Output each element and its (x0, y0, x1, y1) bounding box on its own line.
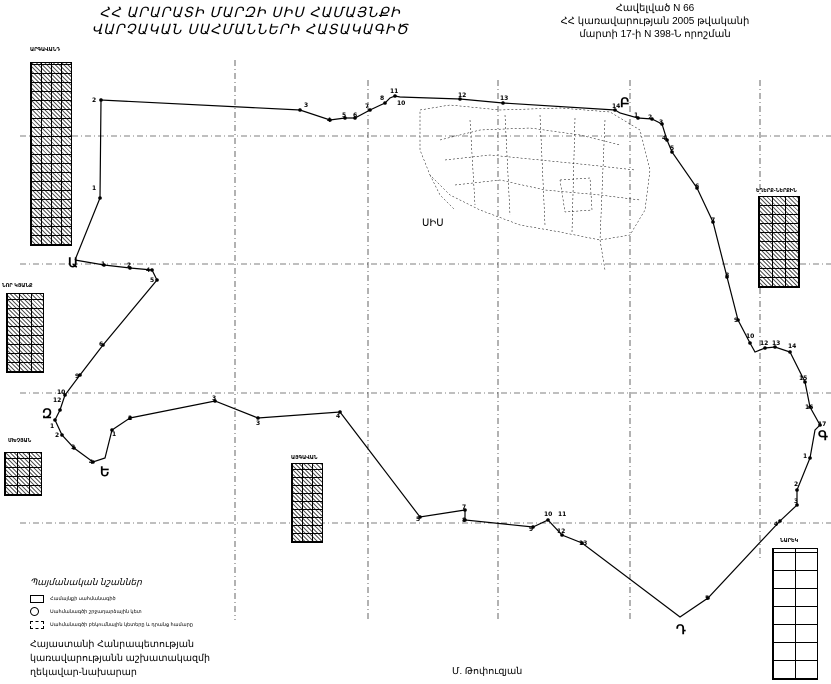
svg-text:3: 3 (256, 420, 261, 427)
legend-title: Պայմանական նշաններ (30, 577, 142, 587)
coordinate-table-narek (772, 548, 818, 680)
svg-text:2: 2 (128, 415, 133, 422)
legend-item-1: Համայնքի սահմանագիծ (50, 595, 116, 602)
svg-text:5: 5 (705, 595, 710, 602)
table-title-nor-kyank: ՆՈՐ ԿՅԱՆՔ (2, 283, 33, 289)
svg-text:7: 7 (365, 103, 370, 110)
svg-text:1: 1 (112, 431, 117, 438)
svg-text:14: 14 (788, 343, 797, 350)
svg-text:13: 13 (772, 340, 781, 347)
svg-text:3: 3 (794, 498, 799, 505)
break-point-icon (30, 621, 44, 629)
svg-text:10: 10 (746, 333, 755, 340)
table-title-aygavan: ԱՅԳԱՎԱՆ (291, 455, 318, 461)
svg-text:16: 16 (805, 404, 814, 411)
coordinate-table-nor-kyank (6, 293, 44, 373)
svg-text:2: 2 (92, 97, 97, 104)
svg-text:11: 11 (390, 88, 399, 95)
svg-text:6: 6 (99, 341, 104, 348)
svg-text:3: 3 (659, 119, 664, 126)
svg-text:1: 1 (101, 261, 106, 268)
table-title-mkhchyan: ՄԽՉՅԱՆ (8, 438, 32, 444)
annex-line-2: ՀՀ կառավարության 2005 թվականի (560, 16, 750, 27)
signatory-name: Մ. Թոփուզյան (452, 666, 523, 677)
annex-line-1: Հավելված N 66 (615, 3, 695, 14)
svg-text:7: 7 (711, 217, 716, 224)
svg-text:9: 9 (734, 317, 739, 324)
svg-text:6: 6 (695, 183, 700, 190)
svg-text:10: 10 (544, 511, 553, 518)
svg-text:10: 10 (397, 100, 406, 107)
turn-point-icon (30, 607, 39, 616)
svg-text:5: 5 (150, 277, 155, 284)
svg-text:8: 8 (462, 517, 467, 524)
svg-text:11: 11 (558, 511, 567, 518)
legend (30, 577, 260, 631)
svg-text:8: 8 (380, 95, 385, 102)
legend-row-boundary (30, 592, 260, 605)
corner-label-e: Ե (100, 464, 110, 479)
svg-text:12: 12 (557, 528, 566, 535)
svg-text:12: 12 (53, 397, 62, 404)
svg-text:9: 9 (529, 526, 534, 533)
svg-text:1: 1 (803, 453, 808, 460)
svg-text:1: 1 (50, 423, 55, 430)
svg-text:12: 12 (760, 340, 769, 347)
coordinate-table-mkhchyan (4, 452, 42, 496)
svg-text:2: 2 (55, 432, 60, 439)
svg-text:4: 4 (327, 117, 332, 124)
table-title-yeghegnut: ԵՂԵՐՔ-ՆԵՐՔԻՆ (756, 188, 797, 194)
svg-text:7: 7 (462, 504, 467, 511)
legend-item-3: Սահմանագծի բեկումնային կետերը և դրանց համարը (50, 621, 193, 628)
svg-text:12: 12 (458, 92, 467, 99)
svg-text:4: 4 (662, 135, 667, 142)
coordinate-table-yeghegnut (758, 196, 800, 288)
svg-text:17: 17 (818, 421, 827, 428)
svg-text:3: 3 (304, 102, 309, 109)
svg-text:2: 2 (794, 481, 799, 488)
svg-text:4: 4 (89, 459, 94, 466)
svg-text:5: 5 (342, 112, 347, 119)
legend-row-turn-point (30, 605, 260, 618)
annex-line-3: մարտի 17-ի N 398-Ն որոշման (579, 29, 731, 40)
legend-row-break-points (30, 618, 260, 631)
table-title-narek: ՆԱՐԵԿ (780, 538, 799, 544)
title-line-2: ՎԱՐՉԱԿԱՆ ՍԱՀՄԱՆՆԵՐԻ ՀԱՏԱԿԱԳԻԾ (91, 21, 409, 37)
legend-item-2: Սահմանագծի շրջադարձային կետ (50, 608, 142, 615)
community-boundary (55, 96, 820, 617)
svg-text:4: 4 (146, 267, 151, 274)
svg-text:8: 8 (725, 272, 730, 279)
svg-text:1: 1 (92, 185, 97, 192)
corner-label-a: Ա (68, 255, 78, 270)
table-title-argavand: ԱՐԳԱՎԱՆԴ (30, 47, 60, 53)
settlement-streets (420, 105, 653, 270)
svg-text:3: 3 (212, 395, 217, 402)
svg-text:2: 2 (648, 114, 653, 121)
coordinate-table-argavand (30, 62, 72, 246)
corner-label-d: Դ (676, 622, 686, 637)
footer-line-2: կառավարությանն աշխատակազմի (30, 653, 211, 664)
svg-text:6: 6 (353, 112, 358, 119)
svg-text:1: 1 (634, 112, 639, 119)
boundary-line-icon (30, 595, 44, 603)
corner-label-z: Զ (42, 406, 53, 421)
svg-text:4: 4 (774, 521, 779, 528)
svg-text:4: 4 (336, 413, 341, 420)
corner-label-b: Բ (620, 95, 630, 110)
title-line-1: ՀՀ ԱՐԱՐԱՏԻ ՄԱՐԶԻ ՍԻՍ ՀԱՄԱՅՆՔԻ (99, 4, 401, 20)
svg-text:13: 13 (500, 95, 509, 102)
footer-line-1: Հայաստանի Հանրապետության (30, 639, 194, 650)
signatory-position (30, 638, 210, 680)
coordinate-grid (20, 60, 831, 620)
svg-text:2: 2 (127, 262, 132, 269)
coordinate-table-aygavan (291, 463, 323, 543)
svg-text:5: 5 (670, 145, 675, 152)
svg-text:14: 14 (612, 103, 621, 110)
svg-text:9: 9 (75, 373, 80, 380)
svg-text:3: 3 (71, 444, 76, 451)
svg-text:10: 10 (57, 389, 66, 396)
corner-label-g: Գ (818, 428, 828, 443)
boundary-points (50, 88, 826, 602)
svg-text:13: 13 (579, 540, 588, 547)
settlement-label: ՍԻՍ (422, 218, 444, 229)
footer-line-3: ղեկավար-նախարար (30, 667, 137, 678)
svg-text:15: 15 (799, 375, 808, 382)
svg-text:5: 5 (416, 516, 421, 523)
